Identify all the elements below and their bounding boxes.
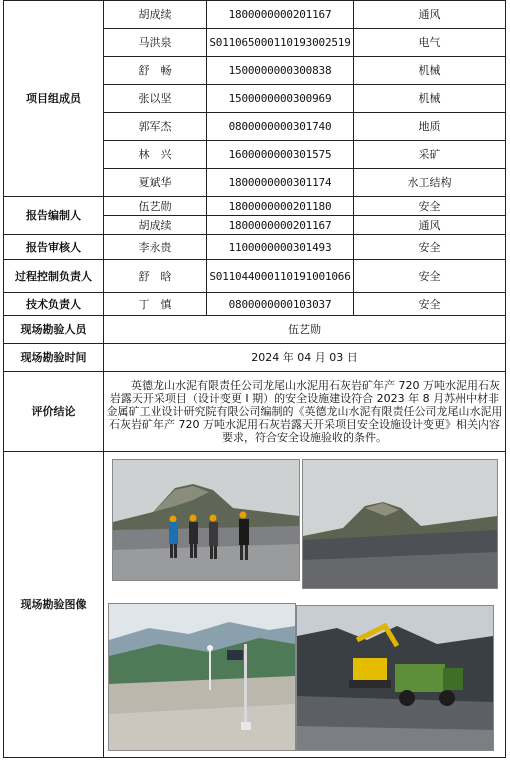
reviewer-field: 安全 (354, 235, 506, 260)
author-code: 1800000000201180 (207, 197, 354, 216)
member-name: 胡成续 (104, 1, 207, 29)
report-table (3, 0, 506, 758)
member-code: 0800000000301740 (207, 113, 354, 141)
member-name: 舒 畅 (104, 57, 207, 85)
member-name: 马洪泉 (104, 29, 207, 57)
site-photo-people (112, 459, 300, 581)
reviewer-row (4, 235, 506, 260)
member-name: 林 兴 (104, 141, 207, 169)
member-name: 夏斌华 (104, 169, 207, 197)
survey-people-value: 伍艺勋 (104, 316, 506, 344)
member-row (4, 1, 506, 29)
process-owner-field: 安全 (354, 260, 506, 293)
survey-time-value: 2024 年 04 月 03 日 (104, 344, 506, 372)
site-photo-monitoring-station (108, 603, 296, 751)
author-code: 1800000000201167 (207, 216, 354, 235)
reviewer-code: 1100000000301493 (207, 235, 354, 260)
site-photo-quarry-hill (302, 459, 498, 589)
conclusion-text: 英德龙山水泥有限责任公司龙尾山水泥用石灰岩矿年产 720 万吨水泥用石灰岩露天开采项目（设计变更 I 期）的安全设施建设符合 2023 年 8 月苏州中材非金属矿工业设计研究院有限公司编制的《英德龙山水泥有限责任公司龙尾山水泥用石灰岩矿年产 720 万吨水泥用石灰岩露天开采项目安全设施设计变更》相关内容要求，符合安全设施验收的条件。 (104, 372, 506, 452)
member-field: 机械 (354, 85, 506, 113)
member-field: 地质 (354, 113, 506, 141)
member-field: 机械 (354, 57, 506, 85)
tech-owner-field: 安全 (354, 293, 506, 316)
survey-time-row (4, 344, 506, 372)
process-owner-code: S011044000110191001066 (207, 260, 354, 293)
process-owner-name: 舒 晗 (104, 260, 207, 293)
member-name: 张以坚 (104, 85, 207, 113)
reviewer-label: 报告审核人 (4, 235, 104, 260)
photo-grid (104, 455, 505, 755)
survey-time-label: 现场勘验时间 (4, 344, 104, 372)
author-name: 伍艺勋 (104, 197, 207, 216)
tech-owner-row (4, 293, 506, 316)
survey-people-label: 现场勘验人员 (4, 316, 104, 344)
images-row (4, 452, 506, 758)
member-code: S011065000110193002519 (207, 29, 354, 57)
member-code: 1800000000301174 (207, 169, 354, 197)
tech-owner-name: 丁 慎 (104, 293, 207, 316)
member-field: 电气 (354, 29, 506, 57)
author-field: 通风 (354, 216, 506, 235)
member-field: 采矿 (354, 141, 506, 169)
tech-owner-code: 0800000000103037 (207, 293, 354, 316)
member-code: 1800000000201167 (207, 1, 354, 29)
survey-people-row (4, 316, 506, 344)
author-name: 胡成续 (104, 216, 207, 235)
tech-owner-label: 技术负责人 (4, 293, 104, 316)
author-row (4, 197, 506, 216)
images-cell (104, 452, 506, 758)
site-photo-excavator-truck (296, 605, 494, 751)
member-field: 通风 (354, 1, 506, 29)
conclusion-label: 评价结论 (4, 372, 104, 452)
member-name: 郭军杰 (104, 113, 207, 141)
member-code: 1500000000300838 (207, 57, 354, 85)
conclusion-row (4, 372, 506, 452)
process-owner-row (4, 260, 506, 293)
author-label: 报告编制人 (4, 197, 104, 235)
member-code: 1600000000301575 (207, 141, 354, 169)
member-code: 1500000000300969 (207, 85, 354, 113)
images-label: 现场勘验图像 (4, 452, 104, 758)
reviewer-name: 李永贵 (104, 235, 207, 260)
members-label: 项目组成员 (4, 1, 104, 197)
member-field: 水工结构 (354, 169, 506, 197)
process-owner-label: 过程控制负责人 (4, 260, 104, 293)
author-field: 安全 (354, 197, 506, 216)
